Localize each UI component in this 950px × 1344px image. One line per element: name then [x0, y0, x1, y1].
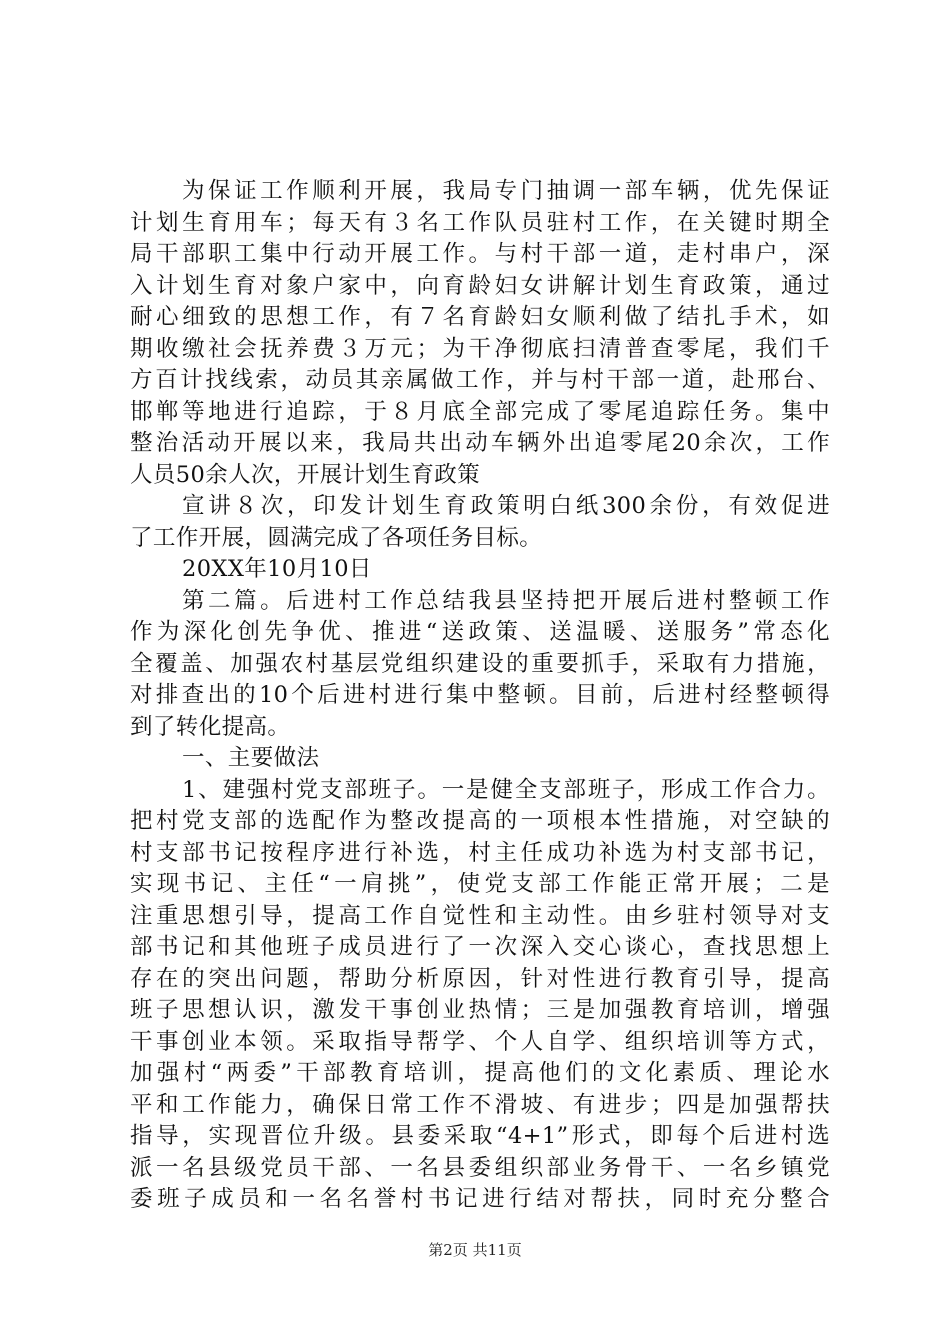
text-line: 把村党支部的选配作为整改提高的一项根本性措施，对空缺的: [130, 808, 830, 834]
text-line: 派一名县级党员干部、一名县委组织部业务骨干、一名乡镇党: [130, 1154, 830, 1181]
text-line: 人员50余人次，开展计划生育政策: [130, 461, 481, 488]
text-line: 对排查出的10个后进村进行集中整顿。目前，后进村经整顿得: [130, 682, 830, 708]
text-line: 实现书记、主任“一肩挑”，使党支部工作能正常开展；二是: [130, 871, 830, 897]
text-line: 存在的突出问题，帮助分析原因，针对性进行教育引导，提高: [130, 965, 830, 992]
text-line: 宣讲８次，印发计划生育政策明白纸300余份，有效促进: [182, 493, 830, 519]
text-line: 一、主要做法: [182, 745, 320, 771]
text-line: 平和工作能力，确保日常工作不滑坡、有进步；四是加强帮扶: [130, 1091, 830, 1118]
text-line: 了工作开展，圆满完成了各项任务目标。: [130, 524, 543, 551]
text-line: 方百计找线索，动员其亲属做工作，并与村干部一道，赴邢台、: [130, 367, 830, 393]
text-line: 班子思想认识，激发干事创业热情；三是加强教育培训，增强: [130, 997, 830, 1023]
text-line: 加强村“两委”干部教育培训，提高他们的文化素质、理论水: [130, 1060, 830, 1086]
text-line: 干事创业本领。采取指导帮学、个人自学、组织培训等方式，: [130, 1028, 830, 1055]
text-line: 部书记和其他班子成员进行了一次深入交心谈心，查找思想上: [130, 934, 830, 960]
text-line: 为保证工作顺利开展，我局专门抽调一部车辆，优先保证: [182, 178, 830, 204]
text-line: 到了转化提高。: [130, 713, 291, 740]
text-line: 委班子成员和一名名誉村书记进行结对帮扶，同时充分整合: [130, 1186, 830, 1212]
text-line: 整治活动开展以来，我局共出动车辆外出追零尾20余次，工作: [130, 430, 830, 456]
body-text: [130, 176, 830, 1216]
text-line: 指导，实现晋位升级。县委采取“4+1”形式，即每个后进村选: [130, 1123, 830, 1149]
text-line: 注重思想引导，提高工作自觉性和主动性。由乡驻村领导对支: [130, 902, 830, 929]
text-line: 20XX年10月10日: [182, 556, 372, 582]
text-line: 耐心细致的思想工作，有７名育龄妇女顺利做了结扎手术，如: [130, 304, 830, 330]
text-line: 邯郸等地进行追踪，于８月底全部完成了零尾追踪任务。集中: [130, 398, 830, 425]
text-line: 局干部职工集中行动开展工作。与村干部一道，走村串户，深: [130, 241, 830, 267]
text-line: 入计划生育对象户家中，向育龄妇女讲解计划生育政策，通过: [130, 272, 830, 299]
text-line: 计划生育用车；每天有３名工作队员驻村工作，在关键时期全: [130, 209, 830, 236]
text-line: 全覆盖、加强农村基层党组织建设的重要抓手，采取有力措施，: [130, 650, 830, 677]
text-line: 第二篇。后进村工作总结我县坚持把开展后进村整顿工作: [182, 587, 830, 614]
text-line: 作为深化创先争优、推进“送政策、送温暖、送服务”常态化: [130, 619, 830, 645]
page-footer: 第2页 共11页: [428, 1241, 522, 1259]
text-line: 期收缴社会抚养费３万元；为干净彻底扫清普查零尾，我们千: [130, 335, 830, 362]
text-line: 村支部书记按程序进行补选，村主任成功补选为村支部书记，: [130, 839, 830, 866]
text-line: 1、建强村党支部班子。一是健全支部班子，形成工作合力。: [182, 776, 830, 803]
